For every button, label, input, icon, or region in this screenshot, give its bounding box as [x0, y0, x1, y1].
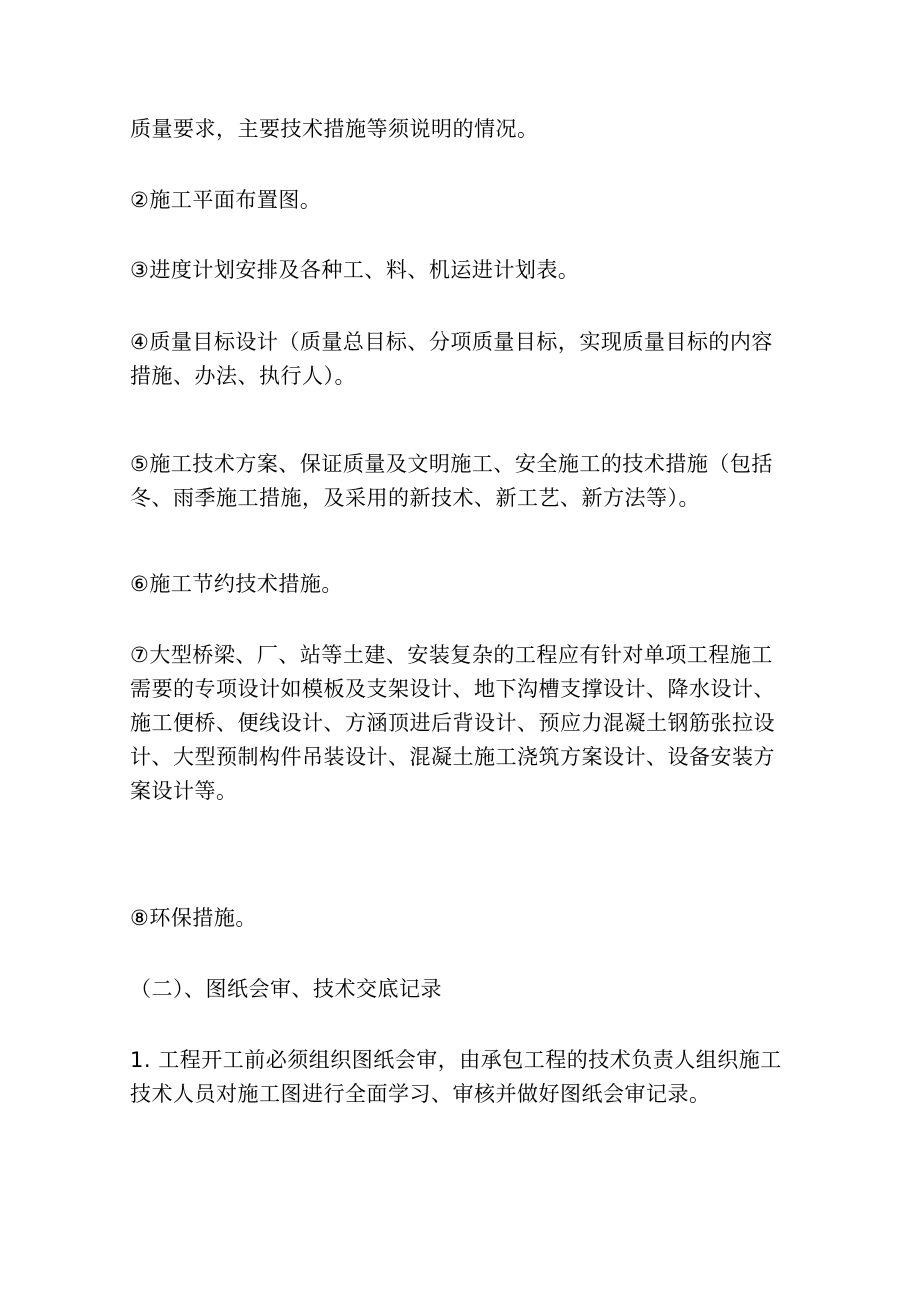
text-line: ⑧环保措施。	[130, 906, 257, 930]
text-line: 施工便桥、便线设计、方涵顶进后背设计、预应力混凝土钢筋张拉设	[130, 711, 775, 735]
section-heading-drawing-review	[130, 972, 800, 1006]
paragraph-environmental-measures	[130, 901, 800, 935]
text-line: （二）、图纸会审、技术交底记录	[130, 977, 442, 1001]
text-line: 案设计等。	[130, 779, 238, 803]
text-line: 措施、办法、执行人）。	[130, 364, 356, 388]
paragraph-site-layout	[130, 183, 800, 217]
text-line: 需要的专项设计如模板及支架设计、地下沟槽支撑设计、降水设计、	[130, 677, 775, 701]
paragraph-quality-requirements	[130, 112, 800, 146]
text-line: 冬、雨季施工措施，及采用的新技术、新工艺、新方法等）。	[130, 486, 700, 510]
text-line: ③进度计划安排及各种工、料、机运进计划表。	[130, 258, 580, 282]
text-line: ④质量目标设计（质量总目标、分项质量目标，实现质量目标的内容	[130, 330, 773, 354]
text-line: 质量要求，主要技术措施等须说明的情况。	[130, 117, 539, 141]
paragraph-saving-measures	[130, 567, 800, 601]
paragraph-special-design	[130, 638, 800, 808]
text-line: ⑥施工节约技术措施。	[130, 572, 343, 596]
text-line: ②施工平面布置图。	[130, 188, 322, 212]
paragraph-drawing-review-item-1	[130, 1043, 800, 1111]
text-line: 技术人员对施工图进行全面学习、审核并做好图纸会审记录。	[130, 1082, 711, 1106]
text-line: ⑦大型桥梁、厂、站等土建、安装复杂的工程应有针对单项工程施工	[130, 643, 773, 667]
paragraph-quality-target	[130, 325, 800, 393]
text-line: ⑤施工技术方案、保证质量及文明施工、安全施工的技术措施（包括	[130, 452, 773, 476]
text-line: 计、大型预制构件吊装设计、混凝土施工浇筑方案设计、设备安装方	[130, 745, 775, 769]
paragraph-technical-plan	[130, 447, 800, 515]
paragraph-schedule-plan	[130, 253, 800, 287]
text-line: 1. 工程开工前必须组织图纸会审，由承包工程的技术负责人组织施工	[130, 1048, 782, 1072]
